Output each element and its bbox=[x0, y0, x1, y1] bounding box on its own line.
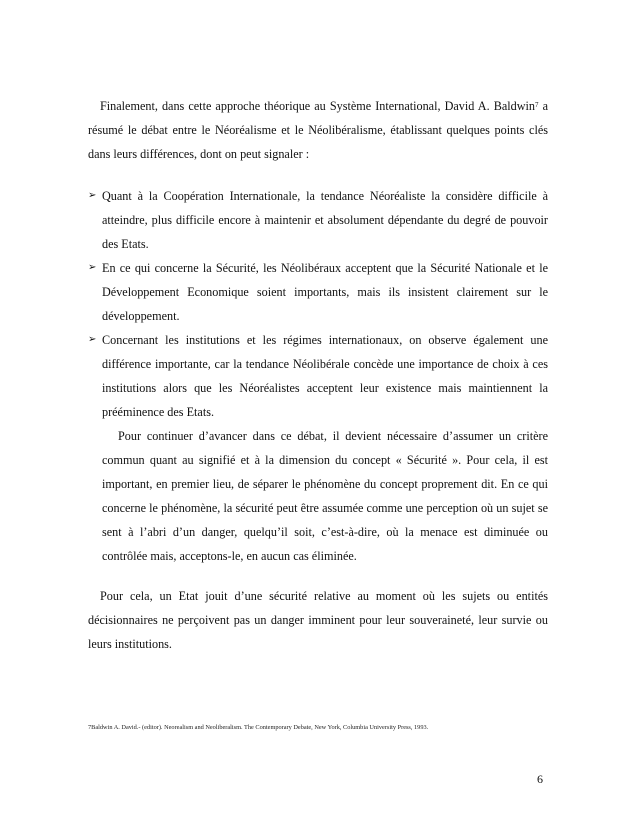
relative-security-paragraph: Pour cela, un Etat jouit d’une sécurité relative au moment où les sujets ou entités décisionnaires ne perçoivent pas un danger imminent pour leur souveraineté, leur survie ou leurs institutions. bbox=[88, 589, 548, 651]
footnote: 7Baldwin A. David.- (editor). Neorealism and Neoliberalism. The Contemporary Debate, New York, Columbia University Press, 1993. bbox=[88, 724, 429, 731]
bullet-institutions-text: Concernant les institutions et les régimes internationaux, on observe également une différence importante, car la tendance Néolibérale concède une importance de choix à ces institutions alors que les Néoréalistes acceptent leur existence mais maintiennent la prééminence des Etats. bbox=[102, 333, 548, 419]
arrow-bullet-icon: ➢ bbox=[88, 190, 97, 201]
intro-paragraph bbox=[88, 94, 548, 166]
bullet-cooperation bbox=[88, 184, 548, 256]
bullet-cooperation-text: Quant à la Coopération Internationale, la tendance Néoréaliste la considère difficile à atteindre, plus difficile encore à maintenir et absolument dépendante du degré de pouvoir des Etats. bbox=[102, 189, 548, 251]
intro-text-before-note: Finalement, dans cette approche théorique au Système International, David A. Baldwin bbox=[100, 99, 536, 113]
footnote-reference-marker: 7 bbox=[535, 101, 539, 109]
bullet-institutions bbox=[88, 328, 548, 424]
intro-text-after-note: a résumé le débat entre le Néoréalisme et le Néolibéralisme, établissant quelques points clés dans leurs différences, dont on peut signaler : bbox=[88, 99, 548, 161]
security-definition-paragraph: Pour continuer d’avancer dans ce débat, il devient nécessaire d’assumer un critère commun quant au signifié et à la dimension du concept « Sécurité ». Pour cela, il est important, en premier lieu, de séparer le phénomène du concept proprement dit. En ce qui concerne le phénomène, la sécurité peut être assumée comme une perception où un sujet se sent à l’abri d’un danger, quelqu’il soit, c’est-à-dire, où la menace est diminuée ou contrôlée mais, acceptons-le, en aucun cas éliminée. bbox=[102, 429, 548, 563]
page-number: 6 bbox=[537, 772, 543, 786]
arrow-bullet-icon: ➢ bbox=[88, 262, 97, 273]
arrow-bullet-icon: ➢ bbox=[88, 334, 97, 345]
bullet-security-text: En ce qui concerne la Sécurité, les Néolibéraux acceptent que la Sécurité Nationale et le Développement Economique soient importants, mais ils insistent clairement sur le développement. bbox=[102, 261, 548, 323]
comparison-bullet-list bbox=[88, 184, 548, 424]
bullet-security bbox=[88, 256, 548, 328]
